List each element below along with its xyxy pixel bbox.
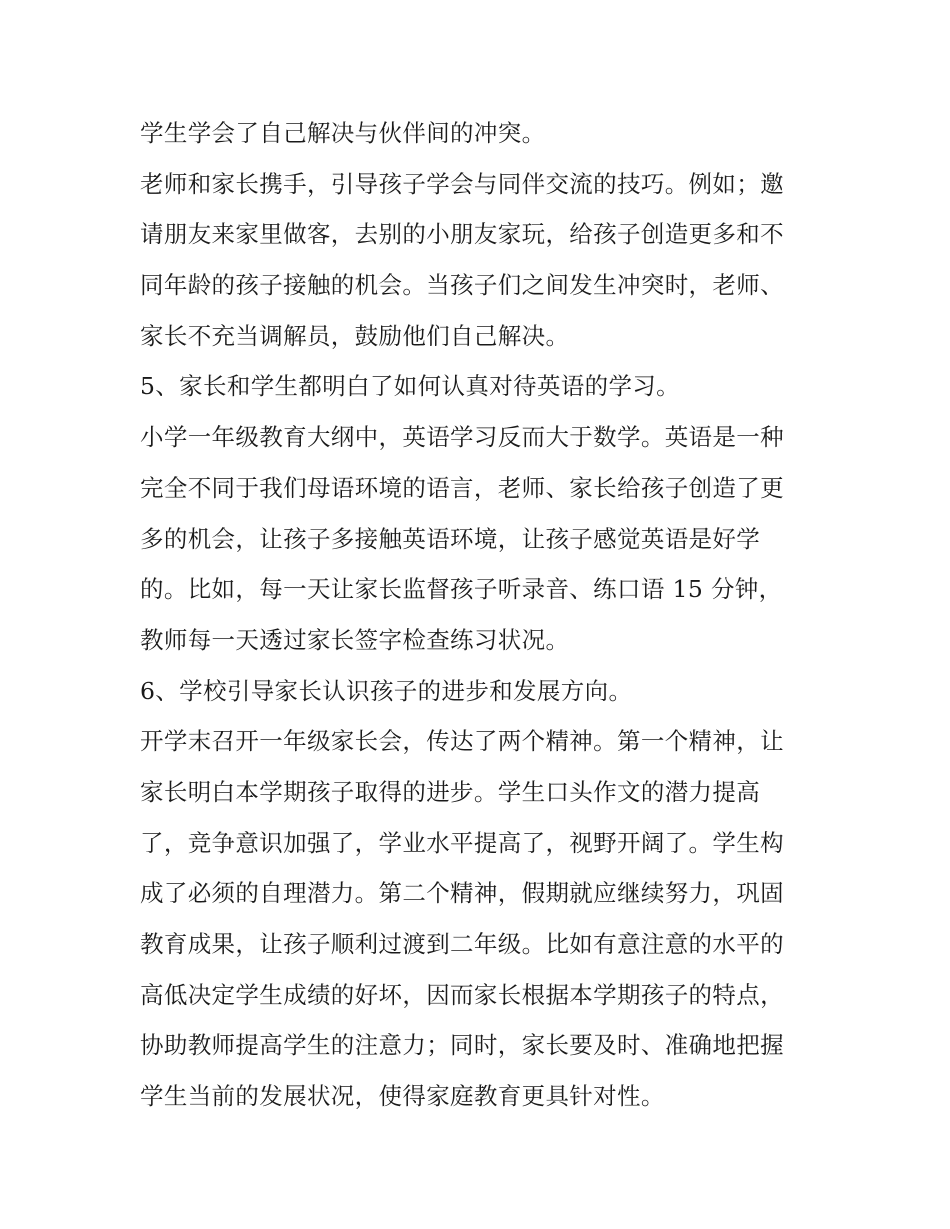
section-heading-5: 5、家长和学生都明白了如何认真对待英语的学习。 — [140, 372, 681, 401]
text-line: 家长不充当调解员，鼓励他们自己解决。 — [140, 321, 570, 350]
text-line: 学生学会了自己解决与伙伴间的冲突。 — [140, 119, 546, 147]
text-line: 多的机会，让孩子多接触英语环境，让孩子感觉英语是好学 — [140, 524, 761, 553]
text-line: 完全不同于我们母语环境的语言，老师、家长给孩子创造了更 — [140, 473, 784, 502]
text-line: 学生当前的发展状况，使得家庭教育更具针对性。 — [140, 1082, 665, 1111]
text-line: 的。比如，每一天让家长监督孩子听录音、练口语 15 分钟， — [140, 575, 783, 604]
text-line: 同年龄的孩子接触的机会。当孩子们之间发生冲突时，老师、 — [140, 271, 784, 300]
text-line: 开学末召开一年级家长会，传达了两个精神。第一个精神，让 — [140, 727, 784, 756]
text-line: 成了必须的自理潜力。第二个精神，假期就应继续努力，巩固 — [140, 879, 784, 908]
text-line: 了，竞争意识加强了，学业水平提高了，视野开阔了。学生构 — [140, 828, 784, 857]
document-page — [140, 108, 820, 1122]
text-line: 高低决定学生成绩的好坏，因而家长根据本学期孩子的特点， — [140, 980, 784, 1009]
text-line: 协助教师提高学生的注意力；同时，家长要及时、准确地把握 — [140, 1031, 784, 1060]
section-heading-6: 6、学校引导家长认识孩子的进步和发展方向。 — [140, 676, 633, 705]
text-line: 教育成果，让孩子顺利过渡到二年级。比如有意注意的水平的 — [140, 930, 784, 958]
text-line: 老师和家长携手，引导孩子学会与同伴交流的技巧。例如；邀 — [140, 169, 784, 198]
text-line: 教师每一天透过家长签字检查练习状况。 — [140, 625, 570, 654]
text-line: 小学一年级教育大纲中，英语学习反而大于数学。英语是一种 — [140, 423, 784, 452]
text-line: 请朋友来家里做客，去别的小朋友家玩，给孩子创造更多和不 — [140, 220, 784, 249]
text-line: 家长明白本学期孩子取得的进步。学生口头作文的潜力提高 — [140, 777, 761, 806]
